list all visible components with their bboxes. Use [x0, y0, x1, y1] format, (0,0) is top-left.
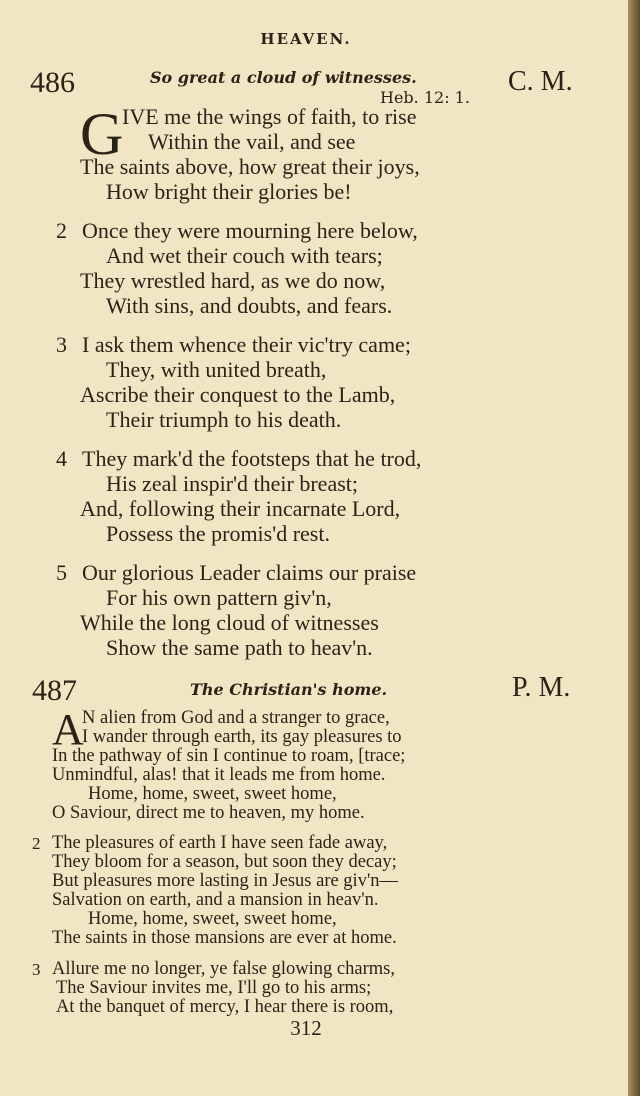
verse-line: Possess the promis'd rest.	[106, 521, 330, 546]
verse-line: Allure me no longer, ye false glowing charms,	[52, 959, 395, 979]
drop-cap: A	[52, 705, 84, 754]
verse-line: In the pathway of sin I continue to roam, [trace;	[52, 746, 406, 766]
hymn-title: The Christian's home.	[190, 680, 388, 699]
verse-line: Show the same path to heav'n.	[106, 635, 373, 660]
drop-cap: G	[80, 101, 124, 167]
verse-line: The saints in those mansions are ever at home.	[52, 928, 397, 948]
verse-line: Home, home, sweet, sweet home,	[88, 784, 337, 804]
hymn-title: So great a cloud of witnesses.	[150, 68, 417, 87]
verse-number: 5	[56, 560, 67, 585]
verse-line: The pleasures of earth I have seen fade away,	[52, 833, 388, 853]
verse-line: Their triumph to his death.	[106, 407, 342, 432]
verse-line: Our glorious Leader claims our praise	[82, 560, 417, 585]
verse-number: 3	[56, 332, 67, 357]
verse-line: While the long cloud of witnesses	[80, 610, 379, 635]
section-header: HEAVEN.	[260, 30, 352, 48]
verse-line: They, with united breath,	[106, 357, 327, 382]
verse-line: And wet their couch with tears;	[106, 243, 383, 268]
hymn-number: 486	[30, 66, 75, 99]
verse-line: For his own pattern giv'n,	[106, 585, 332, 610]
verse-line: They wrestled hard, as we do now,	[80, 268, 386, 293]
verse-line: How bright their glories be!	[106, 179, 352, 204]
verse-line: Salvation on earth, and a mansion in heav'n.	[52, 890, 379, 910]
verse-line: The saints above, how great their joys,	[80, 154, 420, 179]
hymn-number: 487	[32, 674, 77, 707]
hymn-meter: P. M.	[512, 672, 571, 703]
verse-line: But pleasures more lasting in Jesus are giv'n—	[52, 871, 399, 891]
verse-line: His zeal inspir'd their breast;	[106, 471, 359, 496]
verse-number: 2	[56, 218, 67, 243]
hymn-meter: C. M.	[508, 66, 573, 97]
verse-line: Within the vail, and see	[148, 129, 356, 154]
verse-line: With sins, and doubts, and fears.	[106, 293, 393, 318]
verse-line: Once they were mourning here below,	[82, 218, 418, 243]
verse-line: They bloom for a season, but soon they decay;	[52, 852, 397, 872]
verse-line: Home, home, sweet, sweet home,	[88, 909, 337, 929]
verse-line: I ask them whence their vic'try came;	[82, 332, 411, 357]
scripture-reference: Heb. 12: 1.	[380, 88, 470, 107]
verse-number: 4	[56, 446, 67, 471]
verse-number: 3	[32, 960, 41, 979]
verse-line: Ascribe their conquest to the Lamb,	[80, 382, 396, 407]
verse-line: The Saviour invites me, I'll go to his arms;	[56, 978, 372, 998]
verse-number: 2	[32, 834, 41, 853]
verse-line: And, following their incarnate Lord,	[80, 496, 401, 521]
page-edge	[628, 0, 640, 1096]
page-number: 312	[290, 1016, 322, 1040]
verse-line: N alien from God and a stranger to grace,	[82, 708, 390, 728]
verse-line: Unmindful, alas! that it leads me from home.	[52, 765, 386, 785]
verse-line: I wander through earth, its gay pleasures to	[82, 727, 402, 747]
verse-line: They mark'd the footsteps that he trod,	[82, 446, 422, 471]
verse-line: IVE me the wings of faith, to rise	[122, 104, 417, 129]
verse-line: O Saviour, direct me to heaven, my home.	[52, 803, 365, 823]
verse-line: At the banquet of mercy, I hear there is room,	[56, 997, 394, 1017]
